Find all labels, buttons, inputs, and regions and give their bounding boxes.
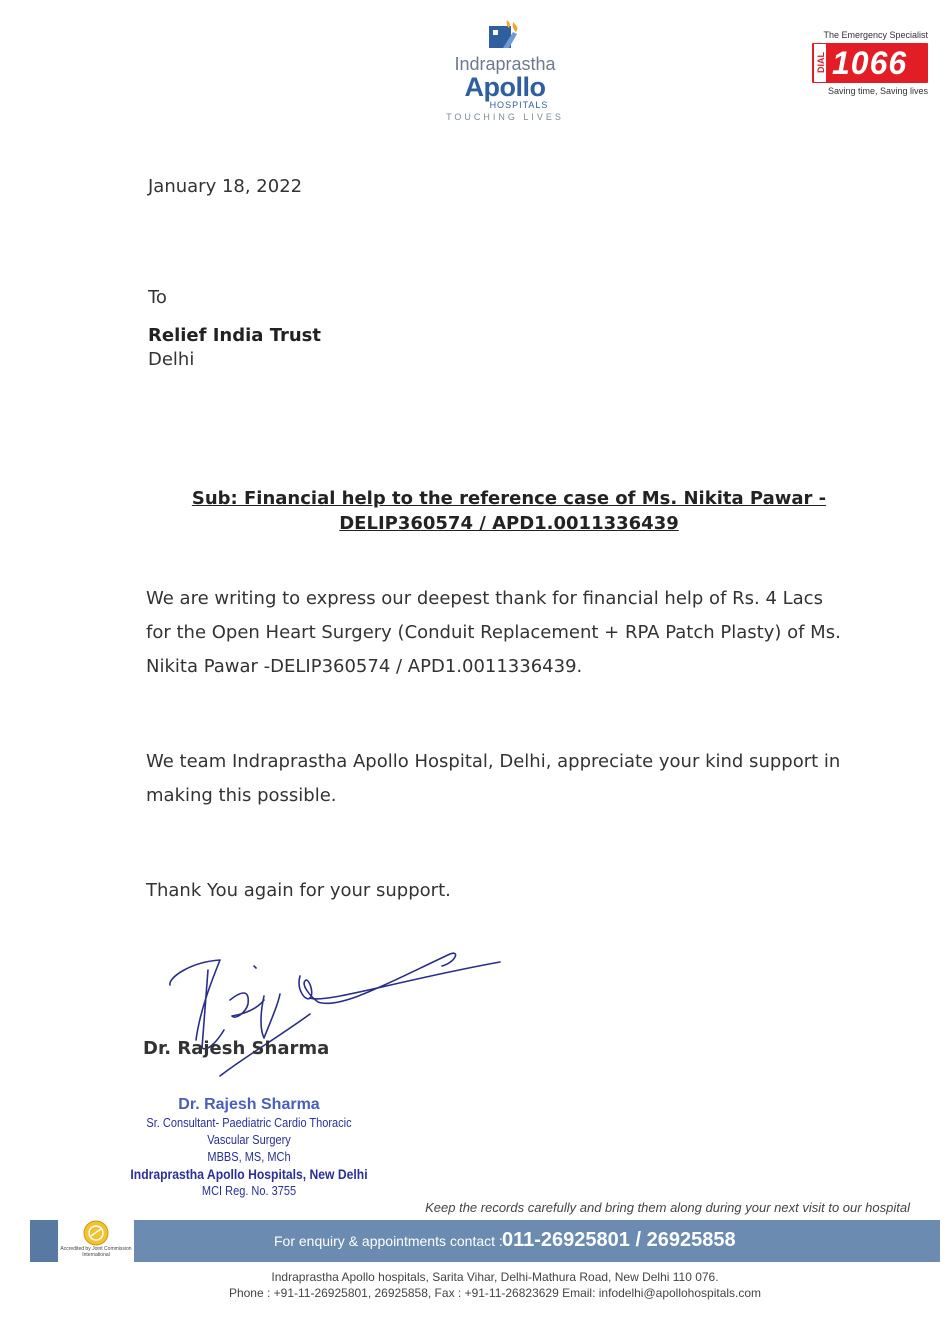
emergency-number: 1066 <box>832 45 908 81</box>
accreditation-badge <box>58 1218 134 1262</box>
paragraph-thanks: We are writing to express our deepest thank for financial help of Rs. 4 Lacs for the Open Heart Surgery (Conduit Replacement + RPA Patch Plasty) of Ms. Nikita Pawar -DELIP360574 / APD1.0011336439. <box>146 588 841 677</box>
logo-text-hospitals: HOSPITALS <box>489 100 549 110</box>
hospital-address: Indraprastha Apollo hospitals, Sarita Vihar, Delhi-Mathura Road, New Delhi 110 076. <box>271 1270 719 1284</box>
paragraph-appreciation: We team Indraprastha Apollo Hospital, Delhi, appreciate your kind support in making this possible. <box>146 751 841 806</box>
jci-seal-icon <box>83 1220 109 1246</box>
logo-tagline: TOUCHING LIVES <box>446 112 564 122</box>
hospital-contact-line: Phone : +91-11-26925801, 26925858, Fax : +91-11-26823629 Email: infodelhi@apollohospitals.com <box>228 1286 762 1300</box>
logo-text-indraprastha: Indraprastha <box>454 54 556 74</box>
subject-line-1: Sub: Financial help to the reference case of Ms. Nikita Pawar - <box>191 488 827 509</box>
emergency-dial-label: DIAL <box>813 43 827 83</box>
stamp-organization: Indraprastha Apollo Hospitals, New Delhi <box>130 1167 368 1182</box>
contact-label: For enquiry & appointments contact : <box>274 1233 503 1249</box>
contact-numbers: 011-26925801 / 26925858 <box>502 1229 736 1251</box>
recipient-city: Delhi <box>148 349 195 370</box>
accreditation-text: Accredited by Joint Commission International <box>60 1246 132 1258</box>
stamp-name: Dr. Rajesh Sharma <box>178 1096 320 1113</box>
logo-text-apollo: Apollo <box>464 72 546 102</box>
stamp-title: Sr. Consultant- Paediatric Cardio Thoracic Vascular Surgery <box>146 1116 352 1147</box>
contact-bar-edge <box>30 1220 58 1262</box>
apollo-torch-icon <box>483 18 527 54</box>
emergency-tagline-top: The Emergency Specialist <box>823 30 928 40</box>
subject-line-2: DELIP360574 / APD1.0011336439 <box>339 513 679 534</box>
stamp-degrees: MBBS, MS, MCh <box>207 1150 291 1164</box>
signer-name: Dr. Rajesh Sharma <box>143 1038 330 1059</box>
hospital-logo <box>440 18 570 124</box>
handwritten-signature <box>160 940 520 1080</box>
emergency-tagline-bottom: Saving time, Saving lives <box>827 86 928 96</box>
paragraph-closing: Thank You again for your support. <box>146 880 451 901</box>
recipient-name: Relief India Trust <box>148 325 322 346</box>
to-label: To <box>148 287 167 308</box>
letter-date: January 18, 2022 <box>148 176 303 197</box>
letter-subject <box>150 486 868 536</box>
records-note: Keep the records carefully and bring them along during your next visit to our hospital <box>425 1200 910 1215</box>
emergency-number-box <box>812 43 928 83</box>
doctor-stamp <box>110 1095 388 1200</box>
emergency-badge <box>812 30 928 96</box>
stamp-registration: MCI Reg. No. 3755 <box>201 1184 297 1198</box>
